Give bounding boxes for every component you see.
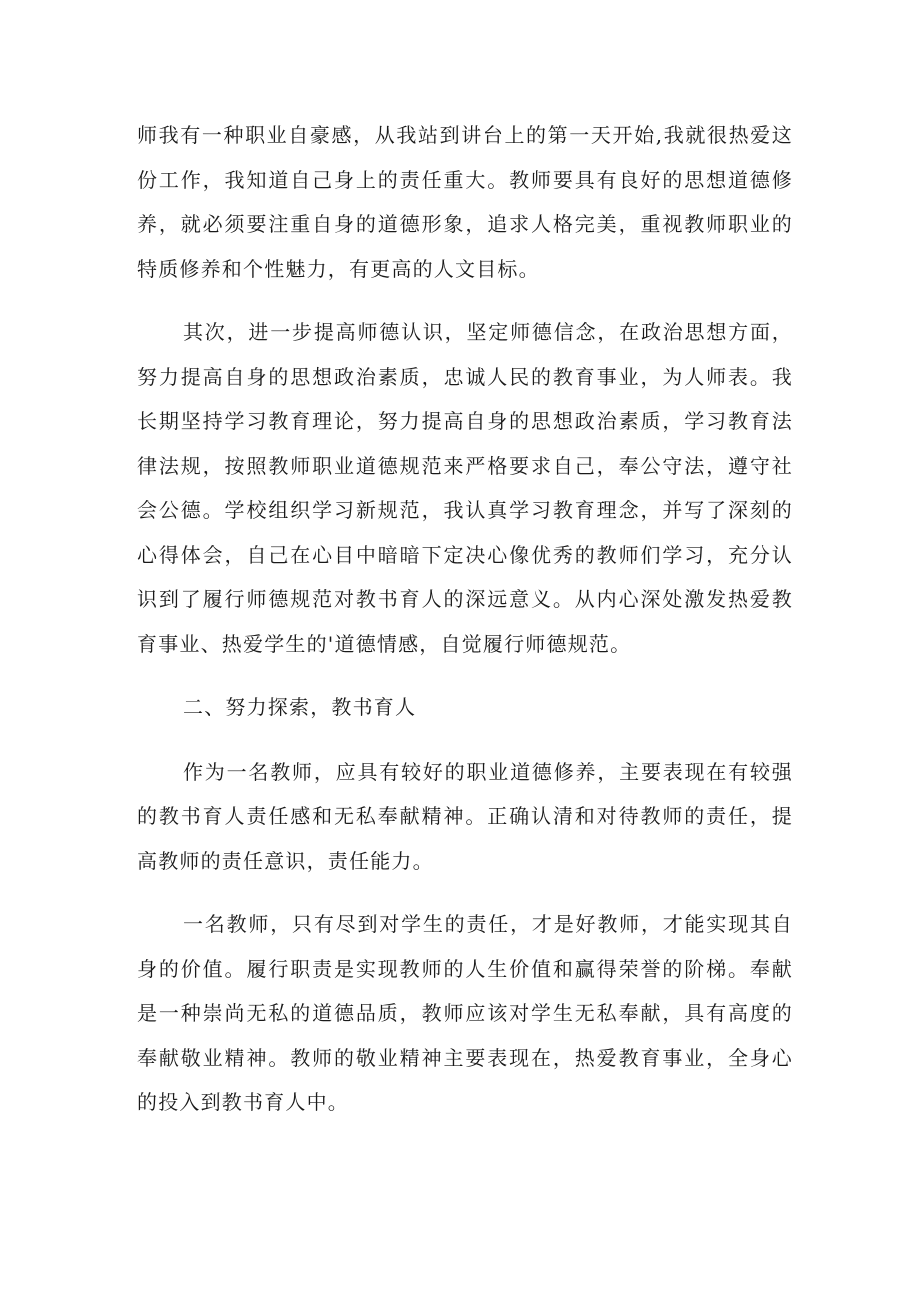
section-heading: 二、努力探索，教书育人 [183, 695, 417, 719]
paragraph-3: 作为一名教师，应具有较好的职业道德修养，主要表现在有较强的教书育人责任感和无私奉献精神。正确认清和对待教师的责任，提高教师的责任意识，责任能力。 [137, 759, 793, 873]
document-body [137, 113, 793, 1144]
paragraph-2: 其次，进一步提高师德认识，坚定师德信念，在政治思想方面，努力提高自身的思想政治素质，忠诚人民的教育事业，为人师表。我长期坚持学习教育理论，努力提高自身的思想政治素质，学习教育法律法规，按照教师职业道德规范来严格要求自己，奉公守法，遵守社会公德。学校组织学习新规范，我认真学习教育理念，并写了深刻的心得体会，自己在心目中暗暗下定决心像优秀的教师们学习，充分认识到了履行师德规范对教书育人的深远意义。从内心深处激发热爱教育事业、热爱学生的'道德情感，自觉履行师德规范。 [137, 320, 793, 656]
paragraph-1: 师我有一种职业自豪感，从我站到讲台上的第一天开始,我就很热爱这份工作，我知道自己身上的责任重大。教师要具有良好的思想道德修养，就必须要注重自身的道德形象，追求人格完美，重视教师职业的特质修养和个性魅力，有更高的人文目标。 [137, 123, 793, 281]
paragraph-4: 一名教师，只有尽到对学生的责任，才是好教师，才能实现其自身的价值。履行职责是实现教师的人生价值和赢得荣誉的阶梯。奉献是一种崇尚无私的道德品质，教师应该对学生无私奉献，具有高度的奉献敬业精神。教师的敬业精神主要表现在，热爱教育事业，全身心的投入到教书育人中。 [137, 912, 793, 1114]
